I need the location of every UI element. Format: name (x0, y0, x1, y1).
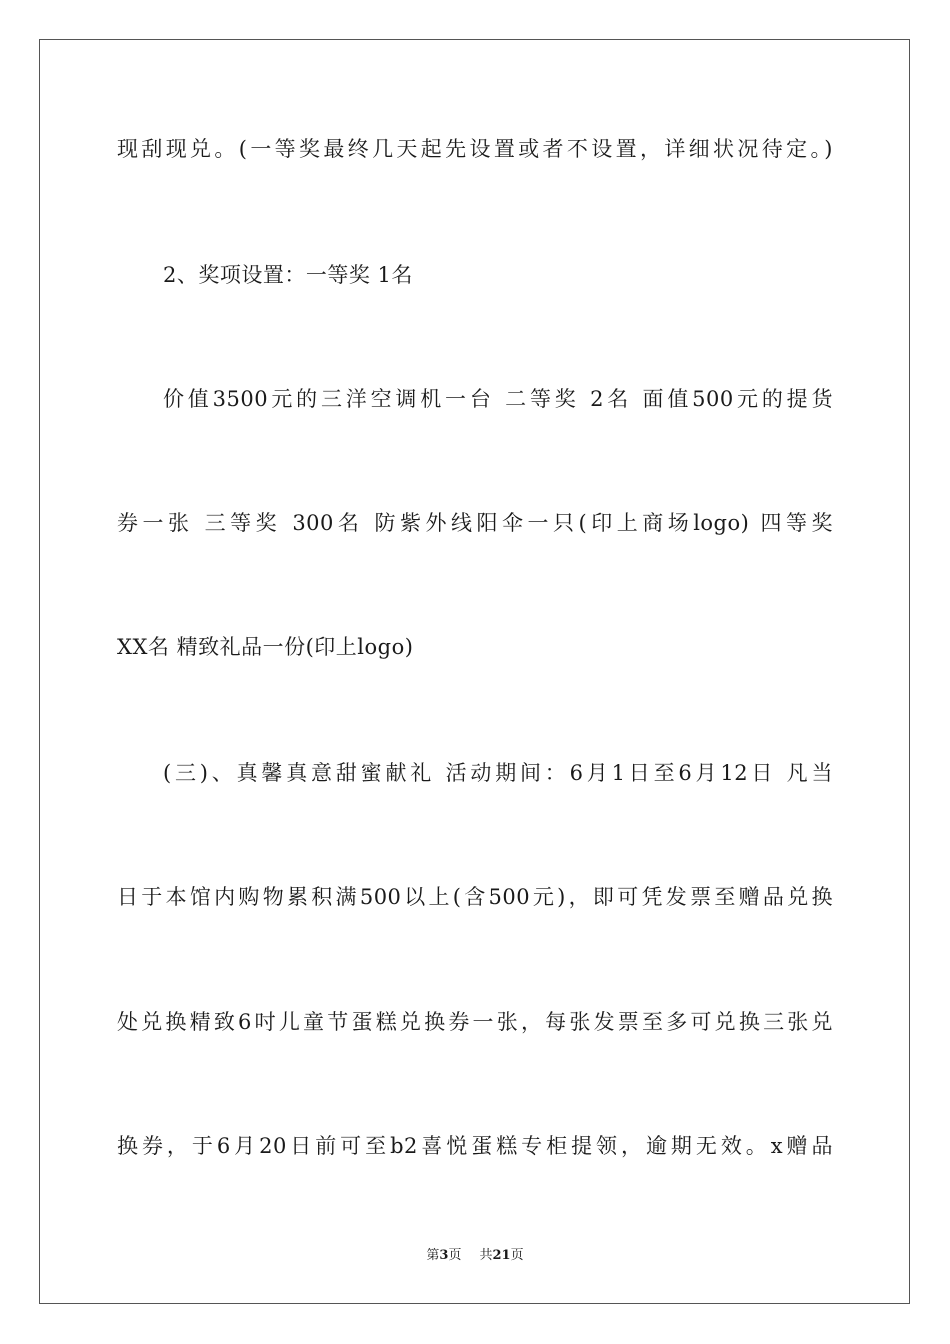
footer-total-prefix: 共 (479, 1248, 493, 1263)
footer-page-prefix: 第 (426, 1248, 440, 1263)
text-line-5: XX名 精致礼品一份(印上logo) (117, 635, 414, 659)
page-border (39, 39, 910, 1304)
text-line-2: 2、奖项设置：一等奖 1名 (163, 263, 413, 287)
text-line-4: 券一张 三等奖 300名 防紫外线阳伞一只(印上商场logo) 四等奖 (117, 511, 833, 535)
footer-total-pages: 21 (492, 1248, 511, 1263)
text-line-7: 日于本馆内购物累积满500以上(含500元)，即可凭发票至赠品兑换 (117, 885, 833, 909)
text-line-1: 现刮现兑。(一等奖最终几天起先设置或者不设置，详细状况待定。) (117, 137, 833, 161)
footer-page-number: 3 (439, 1248, 449, 1263)
text-line-8: 处兑换精致6吋儿童节蛋糕兑换券一张，每张发票至多可兑换三张兑 (117, 1010, 833, 1034)
text-line-3: 价值3500元的三洋空调机一台 二等奖 2名 面值500元的提货 (163, 387, 833, 411)
text-line-9: 换券，于6月20日前可至b2喜悦蛋糕专柜提领，逾期无效。x赠品 (117, 1134, 833, 1158)
page-footer (0, 1248, 950, 1264)
footer-total-suffix: 页 (510, 1248, 524, 1263)
text-line-6: (三)、真馨真意甜蜜献礼 活动期间：6月1日至6月12日 凡当 (163, 761, 833, 785)
footer-page-suffix: 页 (448, 1248, 462, 1263)
